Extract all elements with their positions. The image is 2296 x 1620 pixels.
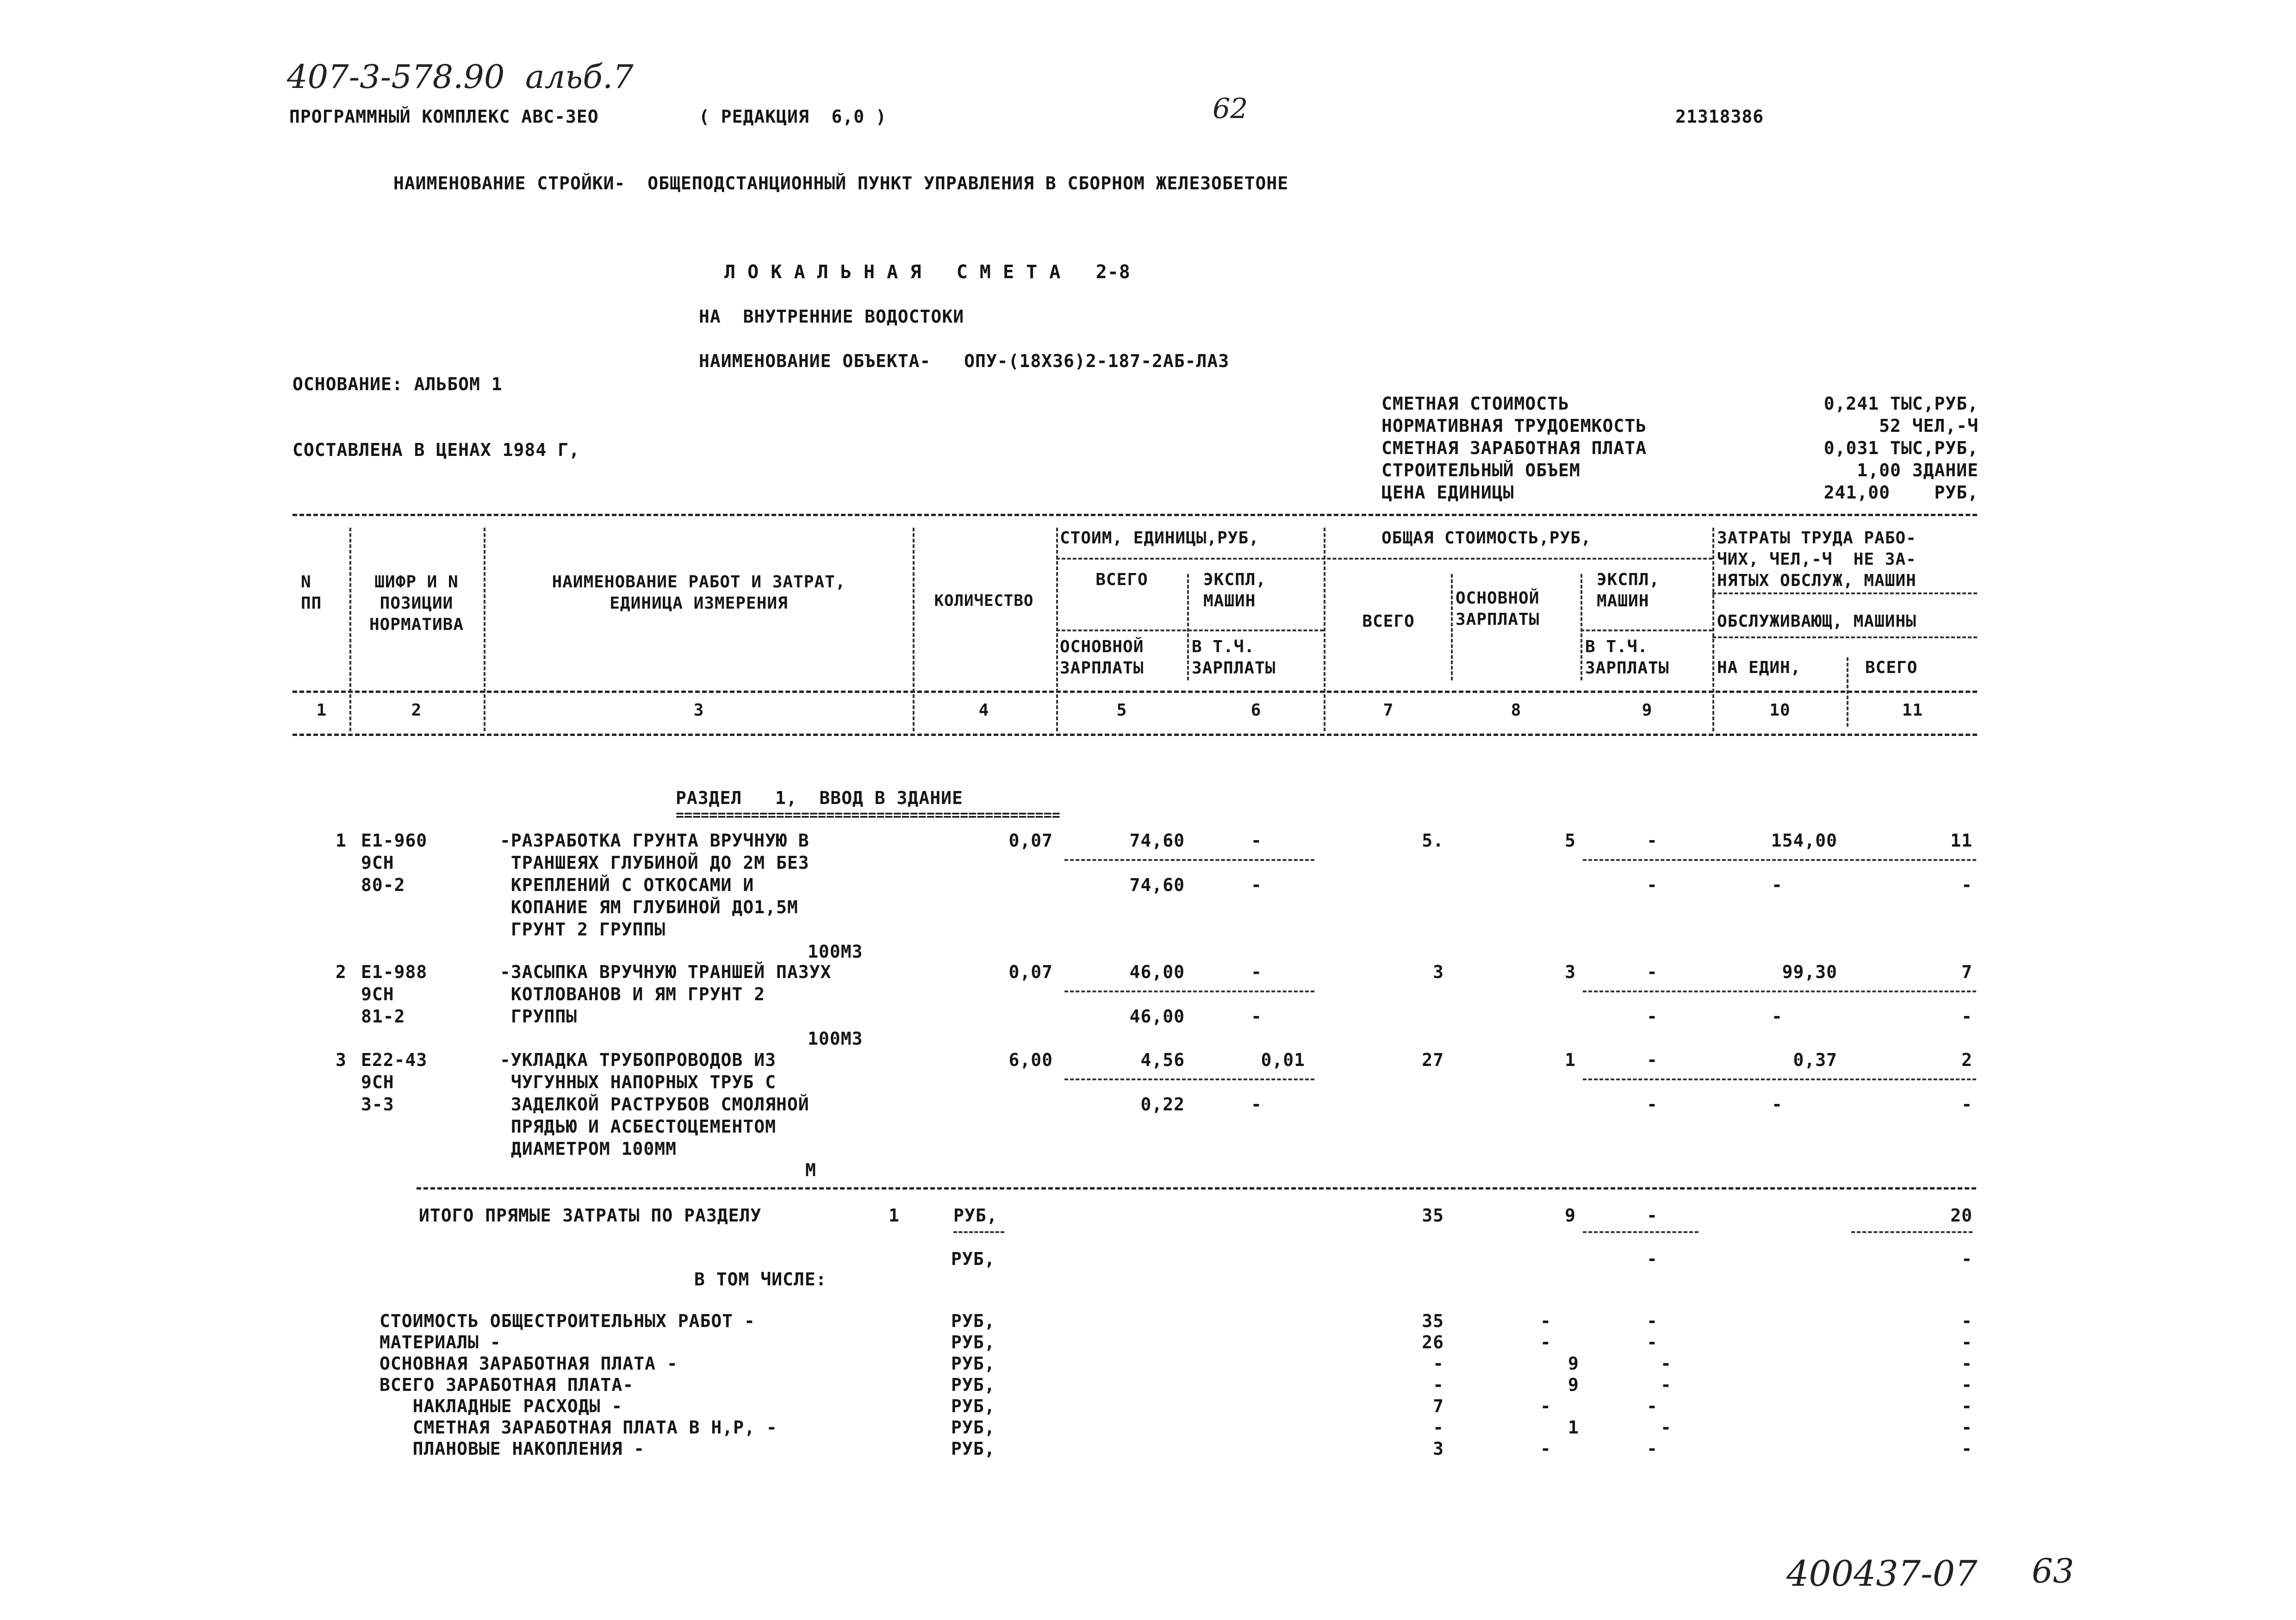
summary-value: 241,00 РУБ,: [1823, 482, 1979, 503]
col-header-total-machines: ЭКСПЛ, МАШИН: [1597, 570, 1660, 611]
row-machines: -: [1647, 830, 1658, 851]
col-header-labor-per-unit: НА ЕДИН,: [1717, 658, 1801, 677]
row-unit: 100М3: [808, 941, 863, 962]
row-unit-total: 4,56: [1140, 1050, 1185, 1070]
breakdown-currency: РУБ,: [951, 1439, 996, 1459]
col-header-number: N ПП: [301, 573, 322, 613]
row-unit-machine-wage: -: [1251, 875, 1262, 895]
col-header-quantity: КОЛИЧЕСТВО: [934, 592, 1034, 610]
row-unit-machines: 0,01: [1261, 1050, 1305, 1070]
col-header-unit-cost: СТОИМ, ЕДИНИЦЫ,РУБ,: [1060, 529, 1259, 548]
header-subrule: [1712, 592, 1977, 594]
row-rule: [1064, 991, 1314, 992]
col-number: 6: [1251, 701, 1262, 720]
row-number: 2: [336, 962, 347, 982]
col-header-unit-total: ВСЕГО: [1095, 570, 1148, 589]
col-divider: [1712, 528, 1714, 731]
totals-section-no: 1: [889, 1205, 900, 1226]
table-top-rule: [292, 514, 1977, 516]
row-wage: 5: [1565, 830, 1576, 851]
row-unit-total: 46,00: [1129, 962, 1185, 982]
breakdown-total: 26: [1422, 1332, 1444, 1352]
breakdown-row: [0, 1331, 2296, 1352]
totals-labor-2: -: [1961, 1249, 1972, 1269]
row-labor-total: 2: [1961, 1050, 1972, 1070]
table-number-rule-bottom: [292, 734, 1977, 736]
program-name: ПРОГРАММНЫЙ КОМПЛЕКС АВС-3ЕО: [289, 106, 599, 127]
basis: ОСНОВАНИЕ: АЛЬБОМ 1: [292, 374, 503, 394]
handwritten-bottom-code: 400437-07: [1786, 1553, 1978, 1594]
row-machine-wage: -: [1647, 1006, 1658, 1027]
breakdown-labor: -: [1961, 1353, 1972, 1374]
col-number: 8: [1511, 701, 1522, 720]
col-number: 4: [978, 701, 989, 720]
breakdown-machines: -: [1647, 1439, 1658, 1459]
summary-block: [1381, 393, 1979, 504]
breakdown-row: [0, 1374, 2296, 1395]
summary-label: СМЕТНАЯ СТОИМОСТЬ: [1381, 393, 1569, 414]
totals-subrule: [1583, 1231, 1699, 1233]
row-wage: 1: [1565, 1050, 1576, 1070]
row-unit-wage: 0,22: [1140, 1094, 1185, 1115]
breakdown-currency: РУБ,: [951, 1396, 996, 1416]
row-code: Е1-988 9СН 81-2: [361, 962, 428, 1027]
breakdown-label: ПЛАНОВЫЕ НАКОПЛЕНИЯ -: [380, 1439, 645, 1459]
row-name: -ЗАСЫПКА ВРУЧНУЮ ТРАНШЕЙ ПАЗУХ КОТЛОВАНОВ И ЯМ ГРУНТ 2 ГРУППЫ: [500, 962, 832, 1027]
summary-value: 1,00 ЗДАНИЕ: [1857, 460, 1979, 480]
breakdown-currency: РУБ,: [951, 1353, 996, 1374]
row-unit-machine-wage: -: [1251, 1006, 1262, 1027]
summary-label: НОРМАТИВНАЯ ТРУДОЕМКОСТЬ: [1381, 416, 1647, 436]
row-quantity: 0,07: [1008, 962, 1053, 982]
breakdown-labor: -: [1961, 1439, 1972, 1459]
breakdown-currency: РУБ,: [951, 1332, 996, 1352]
col-header-unit-machines: ЭКСПЛ, МАШИН: [1203, 570, 1267, 611]
breakdown-total: -: [1433, 1353, 1444, 1374]
row-unit-machines: -: [1251, 962, 1262, 982]
handwritten-bottom-page: 63: [2032, 1551, 2074, 1590]
totals-total: 35: [1422, 1205, 1444, 1226]
breakdown-wage: 1: [1568, 1417, 1579, 1438]
row-total: 5.: [1422, 830, 1444, 851]
breakdown-wage: -: [1540, 1396, 1551, 1416]
breakdown-label: НАКЛАДНЫЕ РАСХОДЫ -: [380, 1396, 623, 1416]
breakdown-wage: -: [1540, 1332, 1551, 1352]
row-labor-unit: 99,30: [1782, 962, 1837, 982]
breakdown-wage: 9: [1568, 1353, 1579, 1374]
col-divider: [1451, 574, 1453, 680]
row-machines: -: [1647, 1050, 1658, 1070]
row-machine-wage: -: [1647, 875, 1658, 895]
breakdown-labor: -: [1961, 1311, 1972, 1331]
totals-machines: -: [1647, 1205, 1658, 1226]
breakdown-machines: -: [1661, 1353, 1672, 1374]
header-subrule: [1056, 629, 1324, 631]
header-subrule: [1056, 558, 1712, 560]
row-quantity: 0,07: [1008, 830, 1053, 851]
col-number: 5: [1116, 701, 1127, 720]
summary-value: 0,241 ТЫС,РУБ,: [1823, 393, 1979, 414]
row-service-unit: -: [1772, 1094, 1783, 1115]
breakdown-labor: -: [1961, 1396, 1972, 1416]
section-title: РАЗДЕЛ 1, ВВОД В ЗДАНИЕ: [676, 788, 963, 808]
summary-row: [1381, 459, 1979, 481]
summary-row: [1381, 393, 1979, 415]
breakdown-machines: -: [1661, 1375, 1672, 1395]
breakdown-list: [0, 1310, 2296, 1459]
breakdown-wage: -: [1540, 1311, 1551, 1331]
col-number: 3: [693, 701, 704, 720]
col-header-total-cost: ОБЩАЯ СТОИМОСТЬ,РУБ,: [1381, 529, 1592, 548]
section-underline: ==============================================: [676, 807, 1060, 823]
breakdown-row: [0, 1310, 2296, 1331]
breakdown-currency: РУБ,: [951, 1311, 996, 1331]
summary-label: СМЕТНАЯ ЗАРАБОТНАЯ ПЛАТА: [1381, 438, 1647, 458]
row-wage: 3: [1565, 962, 1576, 982]
row-total: 27: [1422, 1050, 1444, 1070]
row-quantity: 6,00: [1008, 1050, 1053, 1070]
row-rule: [1583, 991, 1976, 992]
breakdown-row: [0, 1438, 2296, 1459]
totals-wage: 9: [1565, 1205, 1576, 1226]
row-number: 3: [336, 1050, 347, 1070]
breakdown-machines: -: [1661, 1417, 1672, 1438]
col-number: 9: [1642, 701, 1653, 720]
row-service-total: -: [1961, 1094, 1972, 1115]
breakdown-row: [0, 1352, 2296, 1374]
row-unit-wage: 46,00: [1129, 1006, 1185, 1027]
col-divider: [1580, 574, 1582, 680]
breakdown-row: [0, 1395, 2296, 1416]
edition: ( РЕДАКЦИЯ 6,0 ): [699, 106, 887, 127]
totals-subrule: [953, 1231, 1004, 1233]
totals-labor: 20: [1950, 1205, 1972, 1226]
breakdown-wage: -: [1540, 1439, 1551, 1459]
doc-number: 21318386: [1675, 106, 1764, 127]
totals-currency-2: РУБ,: [951, 1249, 996, 1269]
row-machines: -: [1647, 962, 1658, 982]
breakdown-machines: -: [1647, 1396, 1658, 1416]
col-header-total-base-wage: ОСНОВНОЙ ЗАРПЛАТЫ: [1456, 589, 1540, 629]
breakdown-labor: -: [1961, 1417, 1972, 1438]
handwritten-code: 407-3-578.90 альб.7: [287, 58, 634, 96]
row-rule: [1583, 1078, 1976, 1080]
col-number: 11: [1902, 701, 1923, 720]
row-code: Е1-960 9СН 80-2: [361, 830, 428, 895]
table-number-rule-top: [292, 691, 1977, 693]
breakdown-currency: РУБ,: [951, 1417, 996, 1438]
breakdown-machines: -: [1647, 1332, 1658, 1352]
col-number: 7: [1383, 701, 1394, 720]
breakdown-total: -: [1433, 1375, 1444, 1395]
row-service-total: -: [1961, 1006, 1972, 1027]
col-header-name: НАИМЕНОВАНИЕ РАБОТ И ЗАТРАТ, ЕДИНИЦА ИЗМЕРЕНИЯ: [552, 573, 846, 613]
header-subrule: [1580, 629, 1712, 631]
row-labor-unit: 0,37: [1793, 1050, 1837, 1070]
breakdown-currency: РУБ,: [951, 1375, 996, 1395]
summary-value: 0,031 ТЫС,РУБ,: [1823, 438, 1979, 458]
row-unit: 100М3: [808, 1028, 863, 1049]
breakdown-total: -: [1433, 1417, 1444, 1438]
row-service-unit: -: [1772, 875, 1783, 895]
breakdown-total: 3: [1433, 1439, 1444, 1459]
row-service-total: -: [1961, 875, 1972, 895]
col-divider: [1187, 574, 1189, 680]
totals-machines-2: -: [1647, 1249, 1658, 1269]
totals-rule: [417, 1187, 1976, 1190]
breakdown-label: ВСЕГО ЗАРАБОТНАЯ ПЛАТА-: [380, 1375, 634, 1395]
col-number: 2: [411, 701, 422, 720]
prices-year: СОСТАВЛЕНА В ЦЕНАХ 1984 Г,: [292, 440, 580, 460]
col-header-service: ОБСЛУЖИВАЮЩ, МАШИНЫ: [1717, 612, 1916, 631]
breakdown-labor: -: [1961, 1375, 1972, 1395]
row-rule: [1583, 859, 1976, 861]
col-header-labor-total: ВСЕГО: [1865, 658, 1918, 677]
row-labor-total: 7: [1961, 962, 1972, 982]
estimate-subtitle: НА ВНУТРЕННИЕ ВОДОСТОКИ: [699, 306, 964, 327]
summary-row: [1381, 481, 1979, 504]
breakdown-total: 7: [1433, 1396, 1444, 1416]
row-labor-total: 11: [1950, 830, 1972, 851]
summary-value: 52 ЧЕЛ,-Ч: [1879, 416, 1979, 436]
object-name: НАИМЕНОВАНИЕ ОБЪЕКТА- ОПУ-(18Х36)2-187-2АБ-ЛА3: [699, 351, 1230, 371]
col-header-labor: ЗАТРАТЫ ТРУДА РАБО- ЧИХ, ЧЕЛ,-Ч НЕ ЗА- НЯТЫХ ОБСЛУЖ, МАШИН: [1717, 529, 1916, 590]
construction-name: НАИМЕНОВАНИЕ СТРОЙКИ- ОБЩЕПОДСТАНЦИОННЫЙ ПУНКТ УПРАВЛЕНИЯ В СБОРНОМ ЖЕЛЕЗОБЕТОНЕ: [393, 173, 1289, 193]
breakdown-row: [0, 1416, 2296, 1438]
estimate-title: Л О К А Л Ь Н А Я С М Е Т А 2-8: [724, 262, 1131, 283]
col-header-total-incl-wage: В Т.Ч. ЗАРПЛАТЫ: [1585, 637, 1669, 678]
row-unit-machine-wage: -: [1251, 1094, 1262, 1115]
breakdown-wage: 9: [1568, 1375, 1579, 1395]
row-unit: М: [805, 1160, 816, 1180]
row-rule: [1064, 859, 1314, 861]
summary-label: СТРОИТЕЛЬНЫЙ ОБЪЕМ: [1381, 460, 1580, 480]
col-divider: [484, 528, 485, 731]
breakdown-label: СТОИМОСТЬ ОБЩЕСТРОИТЕЛЬНЫХ РАБОТ -: [380, 1311, 755, 1331]
row-unit-total: 74,60: [1129, 830, 1185, 851]
breakdown-total: 35: [1422, 1311, 1444, 1331]
col-divider: [1847, 657, 1848, 727]
row-name: -УКЛАДКА ТРУБОПРОВОДОВ ИЗ ЧУГУННЫХ НАПОРНЫХ ТРУБ С ЗАДЕЛКОЙ РАСТРУБОВ СМОЛЯНОЙ ПРЯДЬЮ И АСБЕСТОЦЕМЕНТОМ ДИАМЕТРОМ 100ММ: [500, 1050, 809, 1159]
including-label: В ТОМ ЧИСЛЕ:: [694, 1269, 827, 1290]
col-header-unit-base-wage: ОСНОВНОЙ ЗАРПЛАТЫ: [1060, 637, 1144, 678]
breakdown-label: МАТЕРИАЛЫ -: [380, 1332, 501, 1352]
row-labor-unit: 154,00: [1771, 830, 1837, 851]
totals-label: ИТОГО ПРЯМЫЕ ЗАТРАТЫ ПО РАЗДЕЛУ: [419, 1205, 762, 1226]
col-number: 10: [1769, 701, 1791, 720]
summary-row: [1381, 415, 1979, 437]
row-machine-wage: -: [1647, 1094, 1658, 1115]
row-total: 3: [1433, 962, 1444, 982]
col-divider: [349, 528, 351, 731]
col-header-code: ШИФР И N ПОЗИЦИИ НОРМАТИВА: [369, 573, 464, 634]
row-service-unit: -: [1772, 1006, 1783, 1027]
row-code: Е22-43 9СН 3-3: [361, 1050, 428, 1115]
totals-currency: РУБ,: [953, 1205, 998, 1226]
header-subrule: [1712, 636, 1977, 638]
breakdown-labor: -: [1961, 1332, 1972, 1352]
breakdown-label: СМЕТНАЯ ЗАРАБОТНАЯ ПЛАТА В Н,Р, -: [380, 1417, 778, 1438]
col-header-total-all: ВСЕГО: [1362, 612, 1415, 631]
row-rule: [1064, 1078, 1314, 1080]
breakdown-label: ОСНОВНАЯ ЗАРАБОТНАЯ ПЛАТА -: [380, 1353, 678, 1374]
summary-row: [1381, 437, 1979, 459]
summary-label: ЦЕНА ЕДИНИЦЫ: [1381, 482, 1514, 503]
breakdown-machines: -: [1647, 1311, 1658, 1331]
totals-subrule: [1851, 1231, 1972, 1233]
row-unit-machines: -: [1251, 830, 1262, 851]
row-unit-wage: 74,60: [1129, 875, 1185, 895]
col-number: 1: [316, 701, 327, 720]
col-header-unit-incl-wage: В Т.Ч. ЗАРПЛАТЫ: [1192, 637, 1276, 678]
row-name: -РАЗРАБОТКА ГРУНТА ВРУЧНУЮ В ТРАНШЕЯХ ГЛУБИНОЙ ДО 2М БЕЗ КРЕПЛЕНИЙ С ОТКОСАМИ И КОПАНИЕ ЯМ ГЛУБИНОЙ ДО1,5М ГРУНТ 2 ГРУППЫ: [500, 830, 809, 940]
row-number: 1: [336, 830, 347, 851]
handwritten-page-number: 62: [1213, 93, 1248, 125]
